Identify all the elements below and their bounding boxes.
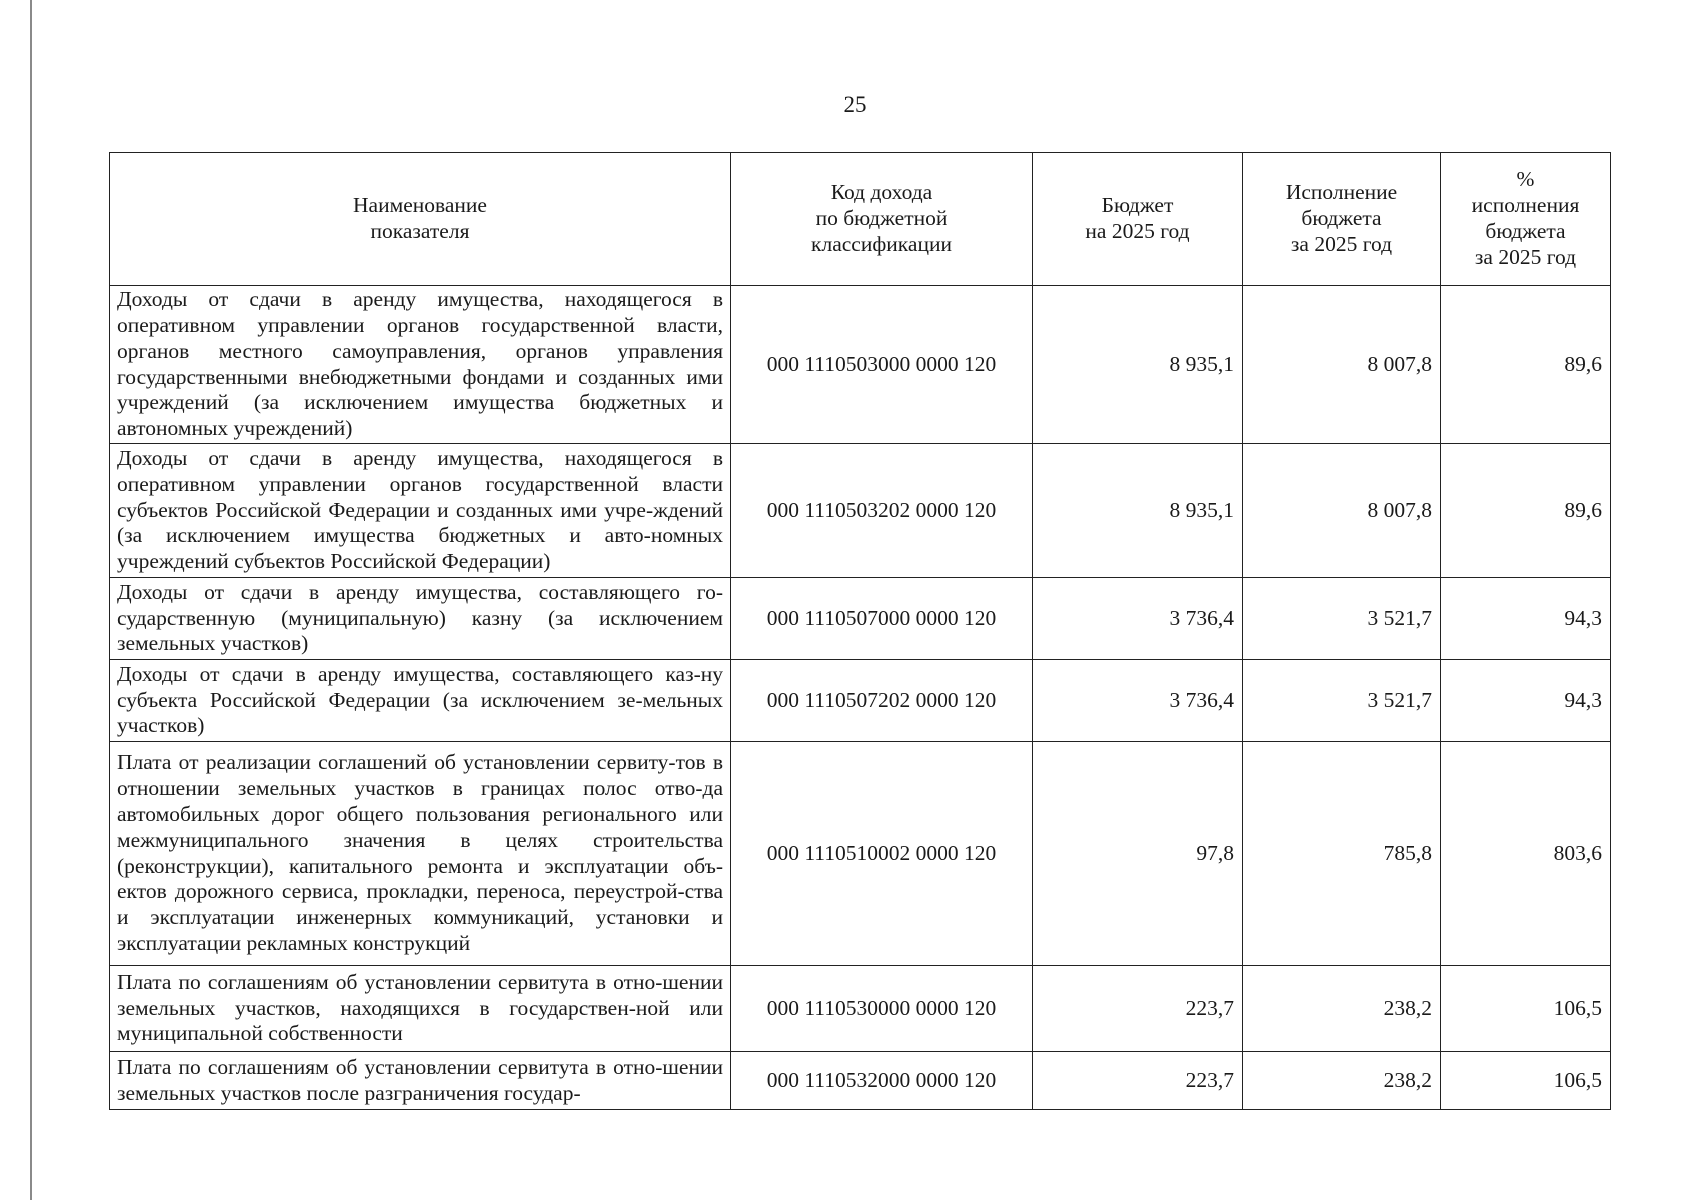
cell-budget: 223,7 — [1033, 1052, 1243, 1110]
cell-percent: 94,3 — [1441, 578, 1611, 660]
cell-name: Плата по соглашениям об установлении сервитута в отно-шении земельных участков, находящихся в государствен-ной или муниципальной собственности — [110, 966, 731, 1052]
table-body — [110, 286, 1611, 1110]
table-row — [110, 286, 1611, 444]
cell-percent: 106,5 — [1441, 966, 1611, 1052]
cell-percent: 94,3 — [1441, 660, 1611, 742]
cell-budget: 223,7 — [1033, 966, 1243, 1052]
cell-budget: 8 935,1 — [1033, 286, 1243, 444]
cell-code: 000 1110530000 0000 120 — [731, 966, 1033, 1052]
cell-name: Доходы от сдачи в аренду имущества, составляющего го-сударственную (муниципальную) казну (за исключением земельных участков) — [110, 578, 731, 660]
header-name: Наименование показателя — [110, 153, 731, 286]
table-row — [110, 742, 1611, 966]
header-execution: Исполнение бюджета за 2025 год — [1243, 153, 1441, 286]
cell-code: 000 1110510002 0000 120 — [731, 742, 1033, 966]
table-row — [110, 660, 1611, 742]
cell-execution: 785,8 — [1243, 742, 1441, 966]
table-header — [110, 153, 1611, 286]
cell-percent: 89,6 — [1441, 286, 1611, 444]
cell-budget: 97,8 — [1033, 742, 1243, 966]
table-row — [110, 444, 1611, 578]
cell-execution: 238,2 — [1243, 966, 1441, 1052]
cell-execution: 238,2 — [1243, 1052, 1441, 1110]
cell-name: Доходы от сдачи в аренду имущества, находящегося в оперативном управлении органов государственной власти субъектов Российской Федерации и созданных ими учре-ждений (за исключением имущества бюджетных и авто-номных учреждений субъектов Российской Федерации) — [110, 444, 731, 578]
cell-percent: 89,6 — [1441, 444, 1611, 578]
cell-budget: 3 736,4 — [1033, 660, 1243, 742]
cell-name: Плата от реализации соглашений об установлении сервиту-тов в отношении земельных участков в границах полос отво-да автомобильных дорог общего пользования регионального или межмуниципального значения в целях строительства (реконструкции), капитального ремонта и эксплуатации объ-ектов дорожного сервиса, прокладки, переноса, переустрой-ства и эксплуатации инженерных коммуникаций, установки и эксплуатации рекламных конструкций — [110, 742, 731, 966]
cell-name: Доходы от сдачи в аренду имущества, составляющего каз-ну субъекта Российской Федерации (за исключением зе-мельных участков) — [110, 660, 731, 742]
header-budget: Бюджет на 2025 год — [1033, 153, 1243, 286]
cell-execution: 8 007,8 — [1243, 286, 1441, 444]
cell-code: 000 1110532000 0000 120 — [731, 1052, 1033, 1110]
table-row — [110, 578, 1611, 660]
cell-percent: 803,6 — [1441, 742, 1611, 966]
cell-code: 000 1110507000 0000 120 — [731, 578, 1033, 660]
cell-code: 000 1110507202 0000 120 — [731, 660, 1033, 742]
cell-budget: 8 935,1 — [1033, 444, 1243, 578]
cell-execution: 8 007,8 — [1243, 444, 1441, 578]
header-code: Код дохода по бюджетной классификации — [731, 153, 1033, 286]
page-number: 25 — [843, 92, 867, 117]
cell-code: 000 1110503000 0000 120 — [731, 286, 1033, 444]
scan-edge-line — [30, 0, 32, 1200]
budget-table — [109, 152, 1611, 1110]
cell-code: 000 1110503202 0000 120 — [731, 444, 1033, 578]
cell-name: Доходы от сдачи в аренду имущества, находящегося в оперативном управлении органов государственной власти, органов местного самоуправления, органов управления государственными внебюджетными фондами и созданных ими учреждений (за исключением имущества бюджетных и автономных учреждений) — [110, 286, 731, 444]
cell-execution: 3 521,7 — [1243, 660, 1441, 742]
cell-execution: 3 521,7 — [1243, 578, 1441, 660]
table-row — [110, 1052, 1611, 1110]
header-percent: % исполнения бюджета за 2025 год — [1441, 153, 1611, 286]
cell-budget: 3 736,4 — [1033, 578, 1243, 660]
header-row — [110, 153, 1611, 286]
table-row — [110, 966, 1611, 1052]
cell-name: Плата по соглашениям об установлении сервитута в отно-шении земельных участков после разграничения государ- — [110, 1052, 731, 1110]
cell-percent: 106,5 — [1441, 1052, 1611, 1110]
